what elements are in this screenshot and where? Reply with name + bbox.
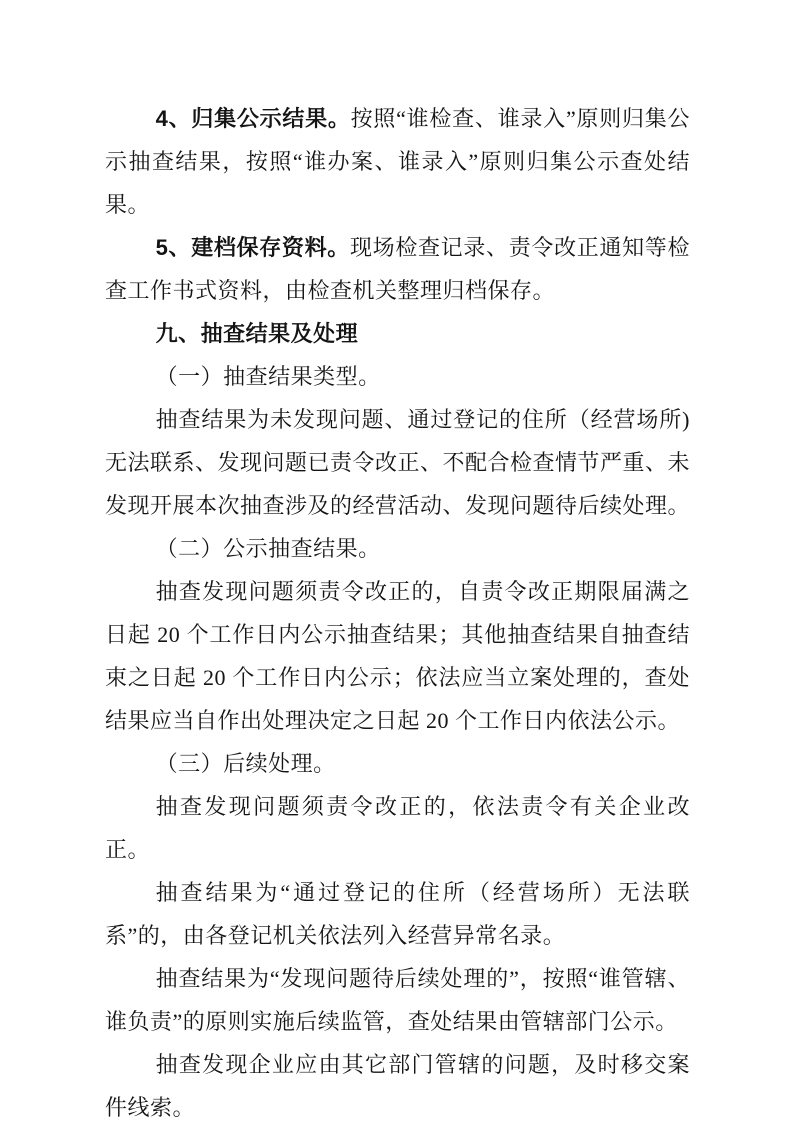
sub-heading-two: （二）公示抽查结果。 — [155, 536, 381, 561]
numbered-item-5-lead: 5、建档保存资料。 — [155, 235, 350, 260]
numbered-item-4 — [105, 97, 690, 226]
numbered-item-4-lead: 4、归集公示结果。 — [155, 106, 351, 131]
sub-heading-three: （三）后续处理。 — [155, 751, 336, 776]
numbered-item-5-text: 现场检查记录、责令改正通知等检查工作书式资料，由检查机关整理归档保存。 — [105, 235, 690, 303]
paragraph-publicity-deadlines: 抽查发现问题须责令改正的，自责令改正期限届满之日起 20 个工作日内公示抽查结果；其他抽查结果自抽查结束之日起 20 个工作日内公示；依法应当立案处理的，查处结果应当自作出处理决定之日起 20 个工作日内依法公示。 — [105, 579, 690, 733]
paragraph-followup-supervision: 抽查结果为“发现问题待后续处理的”，按照“谁管辖、谁负责”的原则实施后续监管，查处结果由管辖部门公示。 — [105, 966, 690, 1034]
paragraph-abnormal-directory: 抽查结果为“通过登记的住所（经营场所）无法联系”的，由各登记机关依法列入经营异常名录。 — [105, 880, 690, 948]
paragraph-order-correction: 抽查发现问题须责令改正的，依法责令有关企业改正。 — [105, 794, 690, 862]
section-heading-nine: 九、抽查结果及处理 — [155, 321, 359, 346]
numbered-item-4-text: 按照“谁检查、谁录入”原则归集公示抽查结果，按照“谁办案、谁录入”原则归集公示查处结果。 — [105, 106, 690, 217]
document-body — [105, 97, 690, 1122]
paragraph-case-transfer: 抽查发现企业应由其它部门管辖的问题，及时移交案件线索。 — [105, 1052, 690, 1120]
numbered-item-5 — [105, 226, 690, 312]
paragraph-result-types: 抽查结果为未发现问题、通过登记的住所（经营场所)无法联系、发现问题已责令改正、不配合检查情节严重、未发现开展本次抽查涉及的经营活动、发现问题待后续处理。 — [105, 407, 691, 518]
sub-heading-one: （一）抽查结果类型。 — [155, 364, 381, 389]
